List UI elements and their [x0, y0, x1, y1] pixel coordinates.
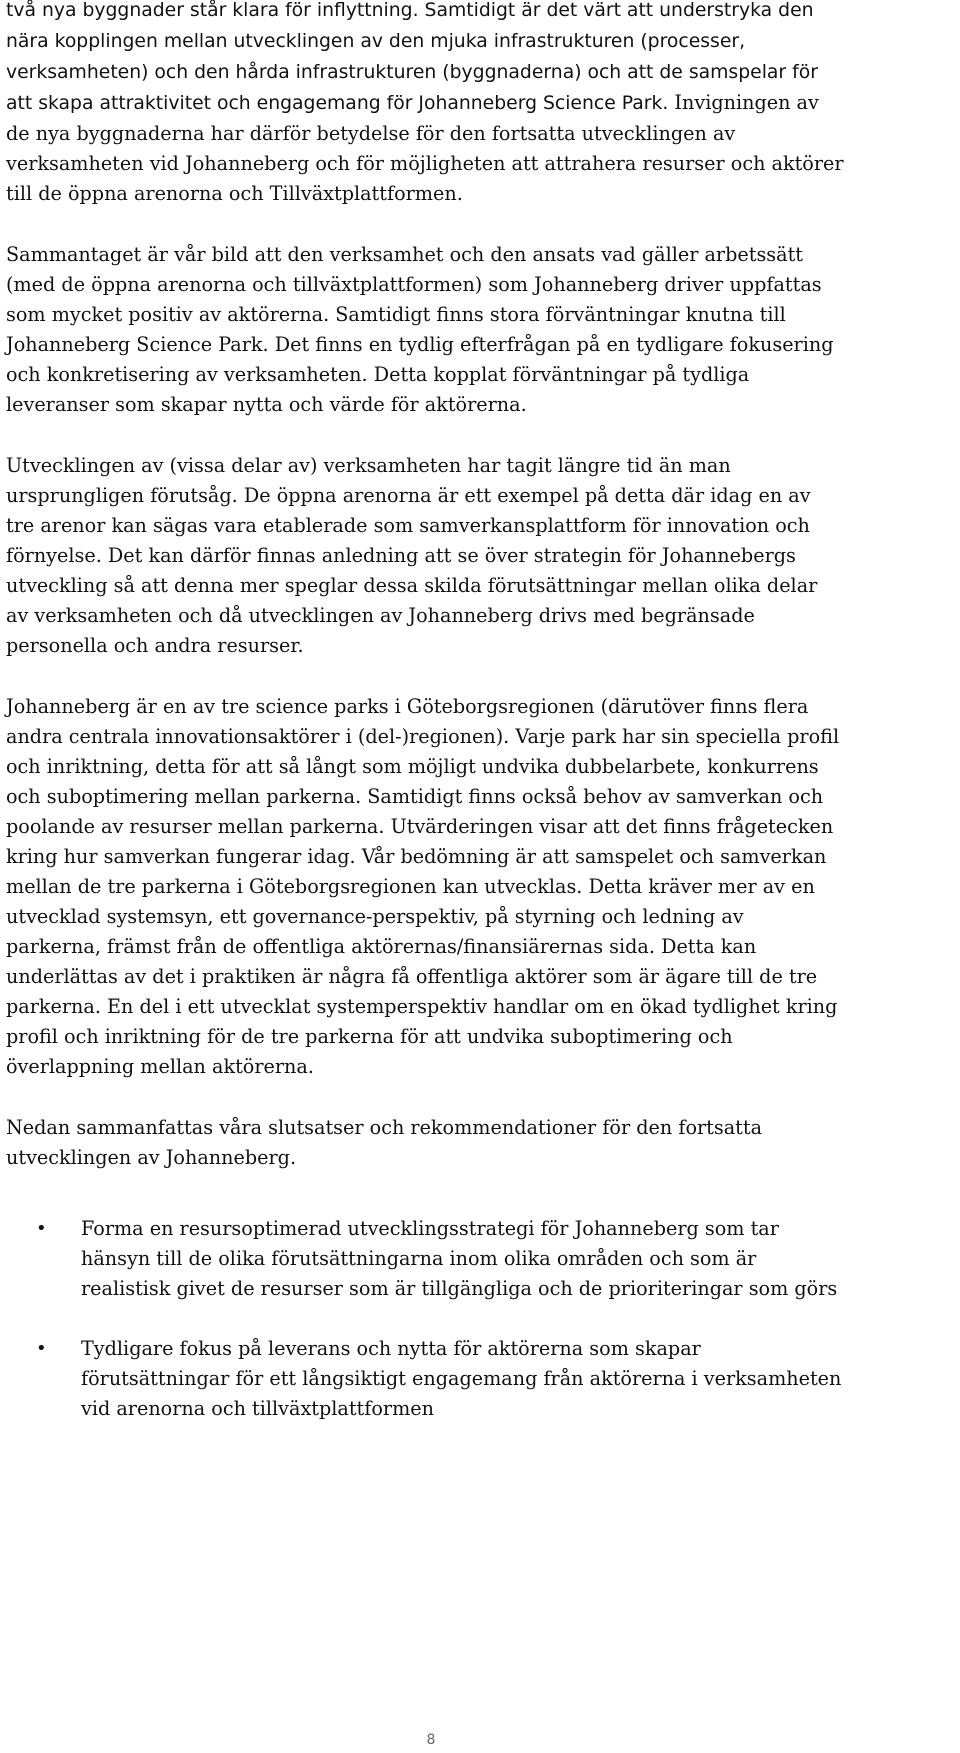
bullet-icon: •	[36, 1338, 47, 1359]
page-number: 8	[426, 1732, 436, 1748]
document-page	[6, 0, 844, 1424]
recommendation-list	[6, 1214, 844, 1424]
list-item	[6, 1214, 844, 1304]
paragraph-5: Nedan sammanfattas våra slutsatser och rekommendationer för den fortsatta utvecklingen av Johanneberg.	[6, 1116, 763, 1169]
paragraph-4: Johanneberg är en av tre science parks i Göteborgsregionen (därutöver finns flera andra centrala innovationsaktörer i (del-)regionen). Varje park har sin speciella profil och inriktning, detta för att så långt som möjligt undvika dubbelarbete, konkurrens och suboptimering mellan parkerna. Samtidigt finns också behov av samverkan och poolande av resurser mellan parkerna. Utvärderingen visar att det finns frågetecken kring hur samverkan fungerar idag. Vår bedömning är att samspelet och samverkan mellan de tre parkerna i Göteborgsregionen kan utvecklas. Detta kräver mer av en utvecklad systemsyn, ett governance-perspektiv, på styrning och ledning av parkerna, främst från de offentliga aktörernas/finansiärernas sida. Detta kan underlättas av det i praktiken är några få offentliga aktörer som är ägare till de tre parkerna. En del i ett utvecklat systemperspektiv handlar om en ökad tydlighet kring profil och inriktning för de tre parkerna för att undvika suboptimering och överlappning mellan aktörerna.	[6, 695, 840, 1078]
list-item	[6, 1334, 844, 1424]
paragraph-2: Sammantaget är vår bild att den verksamhet och den ansats vad gäller arbetssätt (med de öppna arenorna och tillväxtplattformen) som Johanneberg driver uppfattas som mycket positiv av aktörerna. Samtidigt finns stora förväntningar knutna till Johanneberg Science Park. Det finns en tydlig efterfrågan på en tydligare fokusering och konkretisering av verksamheten. Detta kopplat förväntningar på tydliga leveranser som skapar nytta och värde för aktörerna.	[6, 243, 834, 416]
list-item-text: Forma en resursoptimerad utvecklingsstrategi för Johanneberg som tar hänsyn till de olika förutsättningarna inom olika områden och som är realistisk givet de resurser som är tillgängliga och de prioriteringar som görs	[81, 1217, 838, 1300]
list-item-text: Tydligare fokus på leverans och nytta för aktörerna som skapar förutsättningar för ett långsiktigt engagemang från aktörerna i verksamheten vid arenorna och tillväxtplattformen	[81, 1337, 842, 1420]
paragraph-3: Utvecklingen av (vissa delar av) verksamheten har tagit längre tid än man ursprungligen förutsåg. De öppna arenorna är ett exempel på detta där idag en av tre arenor kan sägas vara etablerade som samverkansplattform för innovation och förnyelse. Det kan därför finnas anledning att se över strategin för Johannebergs utveckling så att denna mer speglar dessa skilda förutsättningar mellan olika delar av verksamheten och då utvecklingen av Johanneberg drivs med begränsade personella och andra resurser.	[6, 454, 818, 657]
paragraph-1-serif-part: Invigningen av de nya byggnaderna har därför betydelse för den fortsatta utvecklingen av verksamheten vid Johanneberg och för möjligheten att attrahera resurser och aktörer till de öppna arenorna och Tillväxtplattformen.	[6, 91, 844, 205]
paragraph-1	[6, 0, 844, 209]
paragraph-1-sans-part: två nya byggnader står klara för inflyttning. Samtidigt är det värt att understryka den nära kopplingen mellan utvecklingen av den mjuka infrastrukturen (processer, verksamheten) och den hårda infrastrukturen (byggnaderna) och att de samspelar för att skapa attraktivitet och engagemang för Johanneberg Science Park.	[6, 0, 818, 114]
bullet-icon: •	[36, 1218, 47, 1239]
